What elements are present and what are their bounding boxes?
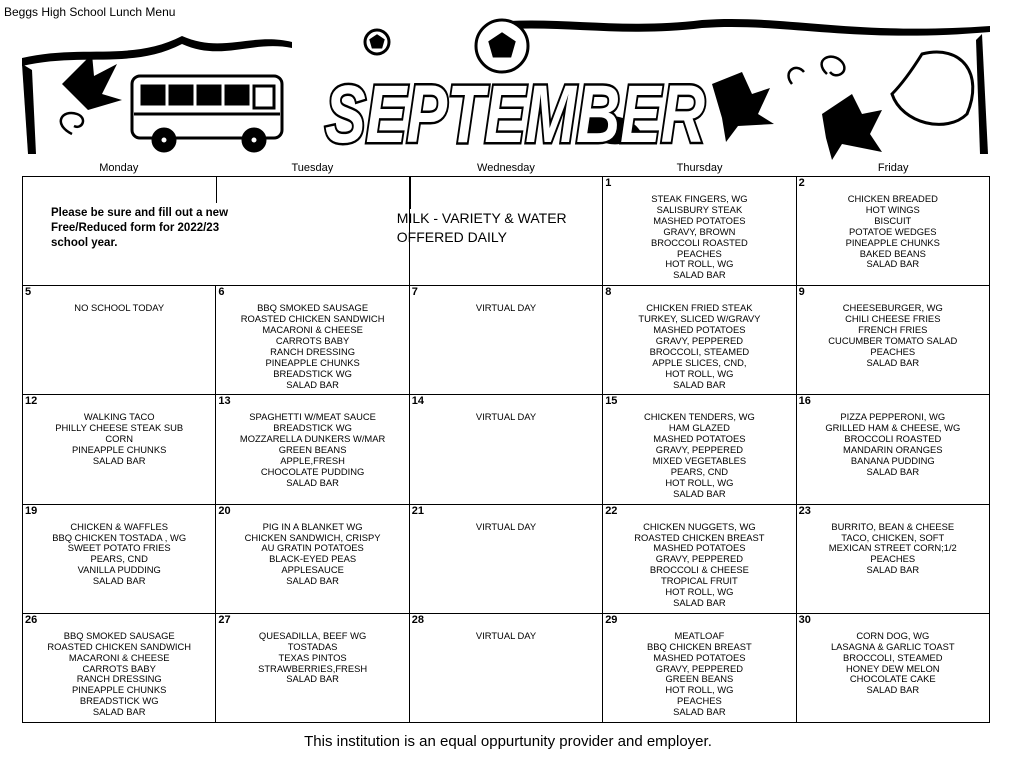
day-cell — [216, 614, 409, 723]
day-cell — [216, 286, 409, 395]
menu-item: ROASTED CHICKEN SANDWICH — [47, 640, 192, 652]
calendar-grid — [22, 176, 990, 723]
weekday-thursday: Thursday — [676, 162, 723, 174]
menu-item-list — [216, 631, 408, 686]
menu-item: BBQ CHICKEN TOSTADA , WG — [52, 531, 187, 543]
cell-divider-stub — [216, 177, 217, 203]
day-cell — [603, 177, 796, 286]
menu-item: SALAD BAR — [92, 455, 146, 467]
menu-item: SALAD BAR — [286, 673, 339, 685]
day-number: 8 — [605, 286, 612, 299]
menu-item: PHILLY CHEESE STEAK SUB — [55, 422, 184, 434]
menu-item: MASHED POTATOES — [653, 214, 746, 226]
menu-item-list — [797, 194, 989, 270]
menu-item: CHICKEN NUGGETS, WG — [643, 520, 756, 532]
day-number: 7 — [411, 286, 418, 299]
menu-item: SALAD BAR — [673, 706, 726, 718]
menu-item: HOT ROLL, WG — [665, 258, 734, 270]
weekday-tuesday: Tuesday — [291, 162, 334, 174]
menu-item: PINEAPPLE CHUNKS — [845, 236, 940, 248]
weekday-friday: Friday — [877, 162, 909, 174]
menu-item: BROCCOLI, STEAMED — [843, 651, 943, 663]
day-number: 12 — [25, 395, 38, 408]
menu-item: BURRITO, BEAN & CHEESE — [831, 520, 955, 532]
day-number: 26 — [25, 613, 38, 626]
document-title: Beggs High School Lunch Menu — [4, 5, 176, 19]
menu-item: TROPICAL FRUIT — [661, 575, 738, 587]
menu-item: BLACK-EYED PEAS — [269, 553, 357, 565]
day-cell — [603, 286, 796, 395]
day-cell — [603, 614, 796, 723]
menu-item: BREADSTICK WG — [79, 695, 159, 707]
menu-item: BBQ SMOKED SAUSAGE — [257, 302, 369, 314]
menu-item: VIRTUAL DAY — [475, 411, 537, 423]
free-reduced-notice-cell — [23, 177, 410, 286]
menu-item: PEACHES — [870, 345, 916, 357]
menu-item: CHICKEN FRIED STEAK — [646, 302, 753, 314]
day-number: 22 — [605, 504, 618, 517]
school-bus-illustration — [132, 76, 282, 151]
menu-item: SALAD BAR — [866, 465, 920, 477]
menu-item: PEACHES — [676, 695, 722, 707]
menu-item: ROASTED CHICKEN BREAST — [634, 531, 765, 543]
menu-item: CHILI CHEESE FRIES — [845, 313, 941, 325]
menu-item: POTATOE WEDGES — [849, 225, 937, 237]
day-number: 14 — [411, 395, 425, 408]
menu-item: STEAK FINGERS, WG — [651, 193, 748, 204]
menu-item-list — [216, 303, 408, 390]
menu-item-list — [410, 412, 602, 423]
menu-item: BISCUIT — [874, 214, 912, 226]
menu-item: FRENCH FRIES — [858, 324, 928, 335]
menu-item: HONEY DEW MELON — [845, 662, 940, 674]
menu-item: GREEN BEANS — [665, 673, 734, 685]
day-cell — [797, 505, 990, 614]
day-cell — [23, 395, 216, 504]
menu-item-list — [603, 412, 795, 499]
menu-item: WALKING TACO — [83, 411, 155, 423]
day-cell — [797, 177, 990, 286]
menu-item: CARROTS BABY — [82, 662, 156, 674]
menu-item-list — [797, 522, 989, 577]
day-cell — [410, 395, 603, 504]
menu-item: CARROTS BABY — [275, 334, 350, 346]
menu-item-list — [410, 631, 602, 642]
menu-item: CUCUMBER TOMATO SALAD — [828, 334, 958, 346]
menu-item-list — [603, 194, 795, 281]
menu-item: SALAD BAR — [866, 356, 920, 368]
menu-item: TOSTADAS — [287, 640, 338, 652]
day-number: 16 — [798, 395, 811, 408]
menu-item: MIXED VEGETABLES — [652, 455, 747, 467]
day-cell — [797, 614, 990, 723]
menu-item: PEARS, CND — [90, 553, 148, 565]
day-cell — [797, 395, 990, 504]
day-number: 30 — [798, 613, 811, 626]
menu-item: SWEET POTATO FRIES — [67, 542, 171, 554]
day-number: 6 — [218, 286, 225, 299]
menu-item: GRAVY, PEPPERED — [655, 444, 743, 456]
day-cell — [410, 614, 603, 723]
menu-item: SALAD BAR — [92, 706, 146, 718]
day-cell — [797, 286, 990, 395]
menu-item: AU GRATIN POTATOES — [261, 542, 364, 554]
menu-item: SALAD BAR — [286, 575, 339, 587]
weekday-header-row — [22, 160, 990, 176]
menu-item: MASHED POTATOES — [653, 433, 746, 445]
menu-item: NO SCHOOL TODAY — [74, 302, 165, 314]
menu-item: BROCCOLI, STEAMED — [649, 345, 750, 357]
menu-item: HOT WINGS — [865, 203, 920, 215]
day-number: 19 — [25, 504, 38, 517]
day-cell — [23, 286, 216, 395]
menu-item: GRAVY, PEPPERED — [655, 553, 743, 565]
day-number: 9 — [798, 286, 805, 299]
menu-item: SALISBURY STEAK — [656, 203, 743, 215]
menu-item: QUESADILLA, BEEF WG — [258, 629, 367, 641]
menu-item: GRAVY, PEPPERED — [655, 662, 743, 674]
menu-item: HAM GLAZED — [668, 422, 730, 434]
menu-item: SALAD BAR — [286, 476, 339, 488]
menu-item: SALAD BAR — [286, 378, 339, 390]
day-cell — [410, 505, 603, 614]
menu-item: MASHED POTATOES — [653, 542, 746, 554]
menu-item: STRAWBERRIES,FRESH — [258, 662, 368, 674]
menu-item: RANCH DRESSING — [76, 673, 162, 685]
menu-item: MOZZARELLA DUNKERS W/MAR — [239, 433, 386, 445]
menu-item: SALAD BAR — [673, 269, 726, 281]
menu-item: TACO, CHICKEN, SOFT — [841, 531, 945, 543]
menu-item-list — [23, 631, 215, 718]
menu-item: RANCH DRESSING — [270, 345, 356, 357]
menu-item: SALAD BAR — [673, 487, 726, 499]
menu-item: TURKEY, SLICED W/GRAVY — [638, 313, 761, 325]
menu-item: PINEAPPLE CHUNKS — [72, 444, 167, 456]
menu-item: GREEN BEANS — [278, 444, 347, 456]
milk-notice-cell — [396, 177, 603, 286]
menu-item: GRILLED HAM & CHEESE, WG — [825, 422, 961, 434]
soccer-ball-icon — [365, 20, 528, 72]
menu-item: CHICKEN TENDERS, WG — [644, 411, 755, 423]
menu-item: MASHED POTATOES — [653, 651, 746, 663]
menu-item: GRAVY, BROWN — [663, 225, 736, 237]
menu-item-list — [23, 522, 215, 587]
menu-item: BANANA PUDDING — [850, 455, 935, 467]
day-number: 1 — [605, 177, 612, 189]
day-cell — [23, 614, 216, 723]
menu-item: BBQ CHICKEN BREAST — [647, 640, 752, 652]
day-cell — [603, 505, 796, 614]
menu-item-list — [23, 303, 215, 314]
menu-item: PEACHES — [870, 553, 916, 565]
menu-item: PEARS, CND — [670, 465, 729, 477]
banner-title: SEPTEMBER — [325, 69, 705, 160]
menu-item: TEXAS PINTOS — [278, 651, 347, 663]
menu-item: BROCCOLI & CHEESE — [649, 564, 749, 576]
menu-item: VIRTUAL DAY — [475, 629, 537, 641]
menu-item: SALAD BAR — [92, 575, 146, 587]
menu-item: HOT ROLL, WG — [665, 476, 734, 488]
day-number: 27 — [218, 613, 231, 626]
menu-item: PINEAPPLE CHUNKS — [72, 684, 167, 696]
menu-item: BREADSTICK WG — [273, 367, 352, 379]
menu-item: GRAVY, PEPPERED — [655, 334, 743, 346]
menu-item: SALAD BAR — [866, 564, 920, 576]
menu-item: MACARONI & CHEESE — [68, 651, 170, 663]
menu-item: BBQ SMOKED SAUSAGE — [63, 629, 175, 641]
menu-item: CHOCOLATE CAKE — [849, 673, 936, 685]
menu-item: LASAGNA & GARLIC TOAST — [830, 640, 955, 652]
menu-item: VIRTUAL DAY — [475, 302, 537, 314]
menu-item: HOT ROLL, WG — [665, 367, 734, 379]
menu-item: MEXICAN STREET CORN;1/2 — [828, 542, 957, 554]
menu-item: PINEAPPLE CHUNKS — [265, 356, 360, 368]
day-number: 21 — [411, 504, 425, 517]
menu-item-list — [797, 303, 989, 368]
day-number: 23 — [798, 504, 811, 517]
menu-item-list — [216, 522, 408, 587]
menu-item: BROCCOLI ROASTED — [650, 236, 748, 248]
menu-item: HOT ROLL, WG — [665, 684, 734, 696]
menu-item-list — [797, 631, 989, 696]
day-cell — [216, 395, 409, 504]
menu-item: CHICKEN SANDWICH, CRISPY — [244, 531, 381, 543]
day-number: 20 — [218, 504, 231, 517]
menu-item: SALAD BAR — [866, 258, 920, 270]
menu-item: PEACHES — [676, 247, 722, 259]
menu-item-list — [603, 303, 795, 390]
menu-item: SPAGHETTI W/MEAT SAUCE — [249, 411, 376, 423]
menu-item-list — [603, 631, 795, 718]
menu-item: PIG IN A BLANKET WG — [262, 520, 363, 532]
menu-item: HOT ROLL, WG — [665, 586, 734, 598]
menu-item: CORN DOG, WG — [856, 629, 930, 641]
menu-item: CHEESEBURGER, WG — [842, 302, 943, 314]
menu-item: VANILLA PUDDING — [77, 564, 161, 576]
menu-item-list — [23, 412, 215, 467]
day-number: 5 — [25, 286, 32, 299]
menu-item: CHICKEN & WAFFLES — [70, 520, 168, 532]
day-number: 29 — [605, 613, 618, 626]
weekday-monday: Monday — [99, 162, 139, 174]
menu-item-list — [410, 522, 602, 533]
menu-item-list — [603, 522, 795, 609]
menu-item: CHOCOLATE PUDDING — [260, 465, 365, 477]
menu-item-list — [797, 412, 989, 477]
free-reduced-notice: Please be sure and fill out a new Free/Reduced form for 2022/23 school year. — [51, 207, 229, 249]
day-number: 15 — [605, 395, 618, 408]
equal-opportunity-footer: This institution is an equal oppurtunity provider and employer. — [304, 733, 712, 750]
menu-item-list — [410, 303, 602, 314]
menu-item: CHICKEN BREADED — [847, 193, 938, 204]
menu-item: SALAD BAR — [866, 684, 920, 696]
menu-item: CORN — [105, 433, 133, 445]
menu-item: MANDARIN ORANGES — [843, 444, 943, 456]
menu-item: SALAD BAR — [673, 378, 726, 390]
milk-water-notice: MILK - VARIETY & WATER OFFERED DAILY — [396, 210, 567, 245]
menu-item: MACARONI & CHEESE — [262, 324, 363, 335]
day-cell — [216, 505, 409, 614]
menu-item: ROASTED CHICKEN SANDWICH — [240, 313, 385, 325]
day-number: 28 — [411, 613, 425, 626]
menu-item: BREADSTICK WG — [273, 422, 352, 434]
menu-item: BROCCOLI ROASTED — [844, 433, 942, 445]
menu-item: SALAD BAR — [673, 596, 726, 608]
weekday-wednesday: Wednesday — [477, 162, 535, 174]
menu-item: APPLE,FRESH — [280, 455, 345, 467]
menu-item: APPLE SLICES, CND, — [652, 356, 747, 368]
menu-item: VIRTUAL DAY — [475, 520, 537, 532]
menu-item: MEATLOAF — [674, 629, 725, 641]
day-cell — [410, 286, 603, 395]
cell-divider-stub — [410, 177, 411, 209]
menu-item: MASHED POTATOES — [653, 324, 746, 335]
day-number: 13 — [218, 395, 231, 408]
day-cell — [603, 395, 796, 504]
menu-item-list — [216, 412, 408, 488]
menu-item: PIZZA PEPPERONI, WG — [840, 411, 946, 423]
day-number: 2 — [798, 177, 805, 189]
day-cell — [23, 505, 216, 614]
menu-item: BAKED BEANS — [859, 247, 926, 259]
menu-item: APPLESAUCE — [281, 564, 344, 576]
september-banner — [22, 14, 990, 160]
